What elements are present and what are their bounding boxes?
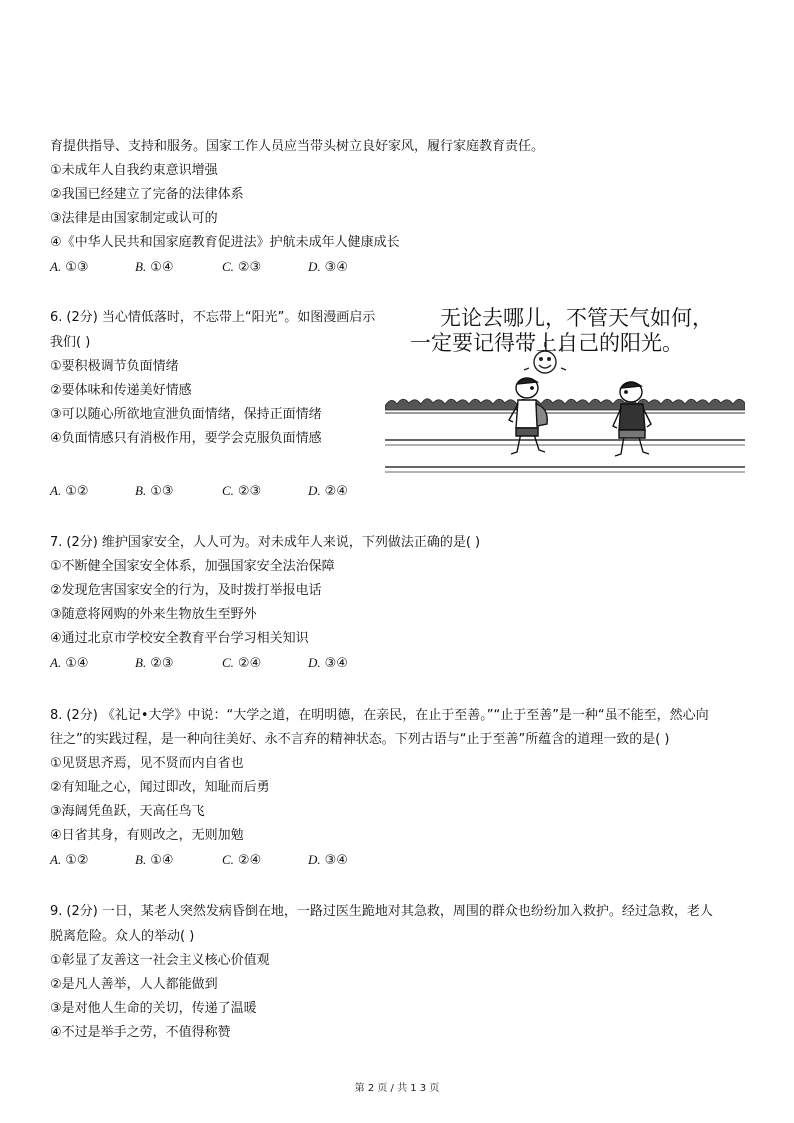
choice-label: B.	[135, 259, 147, 274]
choice-a	[50, 655, 89, 672]
q7-stem-line-1	[50, 535, 480, 551]
choice-d	[308, 852, 348, 869]
choice-label: A.	[50, 483, 62, 498]
choice-b	[135, 852, 174, 869]
choice-label: C.	[222, 655, 234, 670]
hedge-line	[385, 399, 745, 413]
choice-d	[308, 483, 348, 500]
statement-4: ④日省其身，有则改之，无则加勉	[50, 828, 244, 843]
choice-a	[50, 483, 89, 500]
choice-c	[222, 483, 261, 500]
choice-value: ②③	[150, 656, 174, 671]
choice-value: ③④	[324, 656, 348, 671]
road-lines	[385, 440, 745, 472]
comic-caption-line-2: 一定要记得带上自己的阳光。	[410, 331, 683, 355]
q9-stem-line-2: 脱离危险。众人的举动( )	[50, 929, 195, 944]
choice-value: ②④	[237, 853, 262, 868]
q8-stem-line-1	[50, 708, 709, 724]
question-points: (2分)	[66, 310, 98, 325]
page-footer: 第 2 页 / 共 1 3 页	[354, 1083, 440, 1094]
question-number: 8.	[50, 708, 63, 723]
choice-label: D.	[308, 852, 321, 867]
choice-label: C.	[222, 852, 234, 867]
choice-value: ②④	[324, 484, 348, 499]
q6-stem-line-1	[50, 310, 375, 326]
question-text: 当心情低落时，不忘带上“阳光”。如图漫画启示	[101, 310, 376, 325]
choice-label: D.	[308, 259, 321, 274]
choice-label: A.	[50, 259, 62, 274]
choice-label: C.	[222, 483, 234, 498]
statement-2: ②要体味和传递美好情感	[50, 383, 192, 398]
choice-value: ③④	[324, 260, 348, 275]
question-points: (2分)	[66, 535, 98, 550]
statement-1: ①彰显了友善这一社会主义核心价值观	[50, 953, 270, 968]
question-number: 9.	[50, 904, 63, 919]
choice-label: B.	[135, 655, 147, 670]
choice-value: ①④	[150, 260, 174, 275]
choice-value: ①②	[65, 853, 89, 868]
choice-value: ②③	[237, 260, 262, 275]
q9-stem-line-1	[50, 904, 713, 920]
statement-4: ④《中华人民共和国家庭教育促进法》护航未成年人健康成长	[50, 235, 400, 250]
statement-4: ④负面情感只有消极作用，要学会克服负面情感	[50, 431, 322, 446]
question-text: 《礼记•大学》中说：“大学之道，在明明德，在亲民，在止于至善。”“止于至善”是一种“虽不能至，然心向	[101, 708, 709, 723]
q6-stem-line-2: 我们( )	[50, 335, 91, 350]
choice-c	[222, 259, 261, 276]
statement-2: ②我国已经建立了完备的法律体系	[50, 187, 244, 202]
question-points: (2分)	[66, 708, 98, 723]
choice-label: D.	[308, 483, 321, 498]
statement-3: ③是对他人生命的关切，传递了温暖	[50, 1001, 257, 1016]
statement-3: ③可以随心所欲地宣泄负面情绪，保持正面情绪	[50, 407, 322, 422]
comic-caption-line-1: 无论去哪儿，不管天气如何，	[440, 306, 713, 330]
choice-a	[50, 259, 89, 276]
choice-label: A.	[50, 655, 62, 670]
statement-3: ③随意将网购的外来生物放生至野外	[50, 607, 257, 622]
choice-label: B.	[135, 852, 147, 867]
choice-a	[50, 852, 89, 869]
choice-value: ①④	[65, 656, 89, 671]
question-number: 6.	[50, 310, 63, 325]
choice-d	[308, 259, 348, 276]
statement-2: ②发现危害国家安全的行为，及时拨打举报电话	[50, 583, 322, 598]
statement-4: ④通过北京市学校安全教育平台学习相关知识	[50, 631, 309, 646]
prev-question-stem-tail: 育提供指导、支持和服务。国家工作人员应当带头树立良好家风，履行家庭教育责任。	[50, 139, 545, 154]
choice-c	[222, 655, 261, 672]
statement-2: ②有知耻之心，闻过即改，知耻而后勇	[50, 780, 270, 795]
walking-boy-left	[509, 378, 547, 454]
statement-4: ④不过是举手之劳，不值得称赞	[50, 1025, 231, 1040]
statement-2: ②是凡人善举，人人都能做到	[50, 977, 218, 992]
choice-b	[135, 655, 174, 672]
choice-c	[222, 852, 261, 869]
statement-3: ③海阔凭鱼跃，天高任鸟飞	[50, 804, 205, 819]
choice-label: B.	[135, 483, 147, 498]
statement-1: ①见贤思齐焉，见不贤而内自省也	[50, 756, 244, 771]
choice-value: ②④	[237, 656, 262, 671]
choice-b	[135, 483, 174, 500]
choice-b	[135, 259, 174, 276]
q8-stem-line-2: 往之”的实践过程，是一种向往美好、永不言弃的精神状态。下列古语与“止于至善”所蕴含的道理一致的是( )	[50, 732, 670, 747]
statement-1: ①不断健全国家安全体系，加强国家安全法治保障	[50, 559, 335, 574]
choice-value: ①②	[65, 484, 89, 499]
question-points: (2分)	[66, 904, 98, 919]
choice-value: ③④	[324, 853, 348, 868]
statement-1: ①要积极调节负面情绪	[50, 359, 179, 374]
choice-label: A.	[50, 852, 62, 867]
statement-3: ③法律是由国家制定或认可的	[50, 211, 218, 226]
choice-value: ①④	[150, 853, 174, 868]
choice-label: D.	[308, 655, 321, 670]
question-text: 维护国家安全，人人可为。对未成年人来说，下列做法正确的是( )	[101, 535, 481, 550]
q6-comic-illustration	[385, 296, 745, 480]
question-number: 7.	[50, 535, 63, 550]
choice-value: ①③	[65, 260, 89, 275]
statement-1: ①未成年人自我约束意识增强	[50, 163, 218, 178]
choice-d	[308, 655, 348, 672]
question-text: 一日，某老人突然发病昏倒在地，一路过医生跪地对其急救，周围的群众也纷纷加入救护。经过急救，老人	[101, 904, 713, 919]
choice-label: C.	[222, 259, 234, 274]
choice-value: ②③	[237, 484, 262, 499]
choice-value: ①③	[150, 484, 174, 499]
